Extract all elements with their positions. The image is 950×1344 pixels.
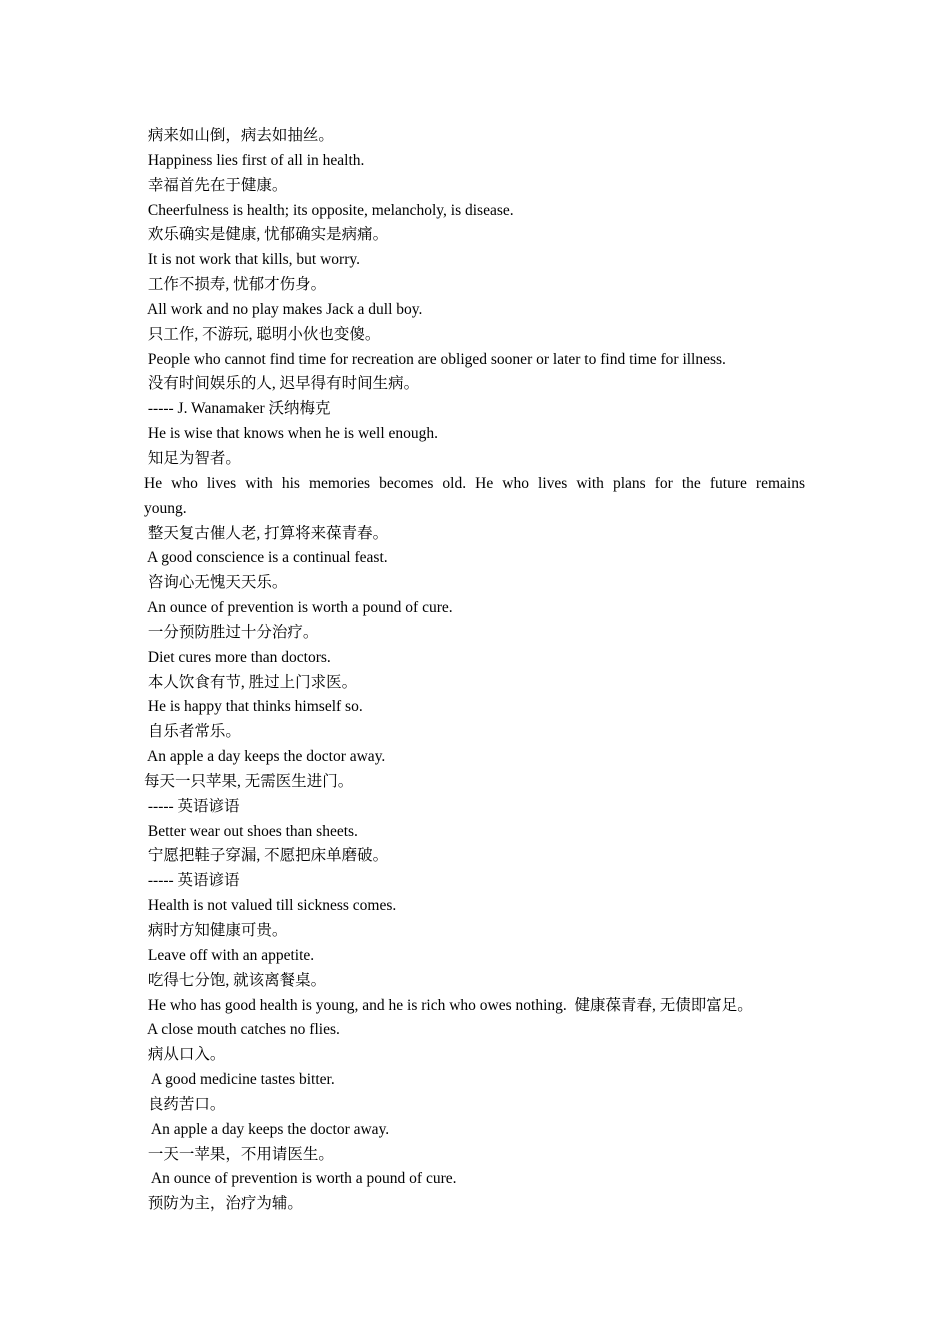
text-line: He is happy that thinks himself so. — [144, 698, 363, 716]
text-line: 知足为智者。 — [144, 449, 241, 467]
text-line: 欢乐确实是健康, 忧郁确实是病痛。 — [144, 226, 389, 244]
text-line: An apple a day keeps the doctor away. — [144, 1120, 390, 1138]
text-line: 病来如山倒，病去如抽丝。 — [144, 127, 334, 144]
text-line: 只工作, 不游玩, 聪明小伙也变傻。 — [144, 325, 381, 343]
text-line: A good medicine tastes bitter. — [144, 1071, 335, 1089]
text-line: Cheerfulness is health; its opposite, melancholy, is disease. — [144, 201, 514, 219]
text-line: 咨询心无愧天天乐。 — [144, 574, 288, 592]
text-line: 良药苦口。 — [144, 1095, 226, 1113]
text-line: Better wear out shoes than sheets. — [144, 822, 358, 840]
text-line: An apple a day keeps the doctor away. — [144, 748, 386, 766]
text-line: 本人饮食有节, 胜过上门求医。 — [144, 673, 358, 691]
text-line: 宁愿把鞋子穿漏, 不愿把床单磨破。 — [144, 847, 389, 865]
text-line: Health is not valued till sickness comes. — [144, 897, 397, 915]
text-line: He is wise that knows when he is well enough. — [144, 425, 439, 443]
attribution-line: ----- 英语谚语 — [144, 797, 240, 815]
text-line: 一天一苹果，不用请医生。 — [144, 1145, 334, 1163]
text-line: A good conscience is a continual feast. — [144, 549, 388, 567]
text-line: An ounce of prevention is worth a pound of cure. — [144, 599, 453, 617]
text-line: Diet cures more than doctors. — [144, 648, 331, 666]
text-line: 整天复古催人老, 打算将来葆青春。 — [144, 524, 389, 542]
text-line-justified: He who lives with his memories becomes old. He who lives with plans for the future remains — [144, 474, 805, 492]
attribution-line: ----- J. Wanamaker 沃纳梅克 — [144, 400, 331, 418]
text-line: 一分预防胜过十分治疗。 — [144, 623, 319, 641]
text-line: 病时方知健康可贵。 — [144, 922, 288, 939]
text-line: 预防为主，治疗为辅。 — [144, 1195, 303, 1213]
document-body — [144, 124, 805, 1217]
text-line: An ounce of prevention is worth a pound of cure. — [144, 1170, 457, 1188]
text-line: 没有时间娱乐的人, 迟早得有时间生病。 — [144, 375, 420, 393]
text-line: 工作不损寿, 忧郁才伤身。 — [144, 276, 327, 294]
text-line: 病从口入。 — [144, 1046, 226, 1064]
text-line: It is not work that kills, but worry. — [144, 251, 360, 269]
text-line: Leave off with an appetite. — [144, 946, 315, 964]
text-line: 自乐者常乐。 — [144, 723, 241, 741]
text-line: Happiness lies first of all in health. — [144, 151, 365, 169]
attribution-line: ----- 英语谚语 — [144, 872, 240, 890]
text-line: 吃得七分饱, 就该离餐桌。 — [144, 971, 327, 989]
text-line: young. — [144, 499, 187, 517]
text-line: People who cannot find time for recreation are obliged sooner or later to find time for illness. — [144, 350, 726, 368]
text-line: 每天一只苹果, 无需医生进门。 — [144, 772, 354, 790]
text-line: 幸福首先在于健康。 — [144, 176, 288, 194]
text-line: All work and no play makes Jack a dull boy. — [144, 300, 423, 318]
text-line: A close mouth catches no flies. — [144, 1021, 340, 1039]
text-line: He who has good health is young, and he is rich who owes nothing. 健康葆青春, 无债即富足。 — [144, 996, 753, 1014]
